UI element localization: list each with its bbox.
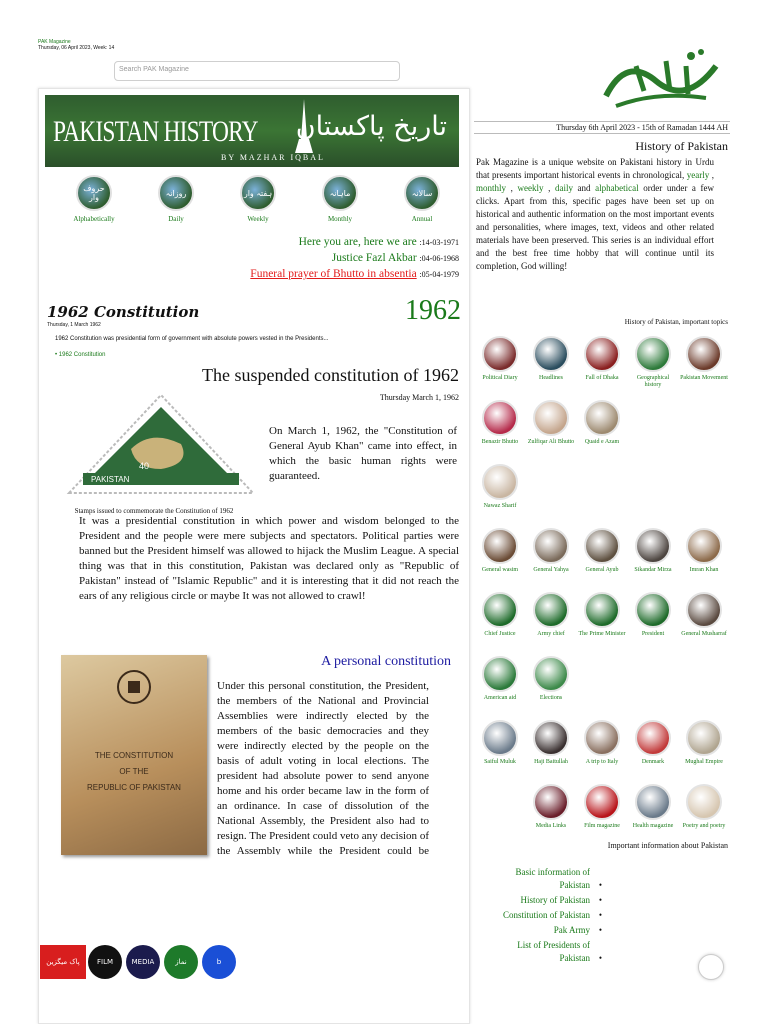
pakistan-history-banner[interactable] <box>45 95 459 167</box>
topic-icon <box>533 528 569 564</box>
site-header-info <box>38 39 114 51</box>
nav-icon: ماہانہ <box>322 175 358 211</box>
share-label: پاک میگزین <box>46 958 80 966</box>
topic-icon <box>584 528 620 564</box>
topic-icon <box>584 720 620 756</box>
share-label: FILM <box>96 958 114 966</box>
info-links <box>492 866 602 967</box>
topic-item[interactable] <box>629 720 677 766</box>
topic-icon <box>533 784 569 820</box>
pak-magazine-button[interactable] <box>40 945 86 979</box>
topic-label: General wasim <box>481 567 519 573</box>
topic-icon <box>482 656 518 692</box>
nav-label: Monthly <box>327 215 353 223</box>
topic-item[interactable] <box>476 528 524 574</box>
topic-label: Saiful Muluk <box>484 759 516 765</box>
topic-item[interactable] <box>578 720 626 766</box>
topic-label: Media Links <box>535 823 567 829</box>
topic-icon <box>533 720 569 756</box>
topic-label: Denmark <box>641 759 665 765</box>
topic-icon <box>635 336 671 372</box>
topic-item[interactable] <box>680 592 728 638</box>
topic-icon <box>686 720 722 756</box>
history-nav <box>59 175 469 235</box>
svg-text:40: 40 <box>139 461 150 471</box>
nav-weekly[interactable] <box>223 175 293 223</box>
recent-item <box>299 236 459 248</box>
nav-icon: ہفتہ وار <box>240 175 276 211</box>
topic-label: Haji Baitullah <box>534 759 568 765</box>
nav-label: Annual <box>411 215 433 223</box>
book-title-line: OF THE <box>119 767 149 776</box>
link-monthly[interactable]: monthly <box>476 183 507 193</box>
topic-item[interactable] <box>680 720 728 766</box>
topic-label: Pakistan Movement <box>680 375 728 381</box>
constitution-book-image <box>61 655 207 855</box>
topic-label: Fall of Dhaka <box>585 375 619 381</box>
banner-title-en: PAKISTAN HISTORY <box>53 115 258 148</box>
topic-item[interactable] <box>578 784 626 830</box>
topic-label: Zulfiqar Ali Bhutto <box>527 439 575 445</box>
topic-label: President <box>641 631 665 637</box>
topic-item[interactable] <box>578 528 626 574</box>
info-link[interactable]: Basic information of Pakistan • <box>492 866 602 892</box>
topic-label: General Musharraf <box>681 631 727 637</box>
namaz-button[interactable] <box>164 945 198 979</box>
magazine-link[interactable]: PAK Magazine <box>38 39 71 45</box>
article-para-3: Under this personal constitution, the President, the members of the National and Provincial Assemblies were indirectly elected by the members of the basic democracies and they were indirectly elected by the people on the basis of adult voting in local elections. The president had absolute power to send anyone home and his order became law in the form of an ordinance. In case of dissolution of the National Assembly, the President also had to resign. The President could veto any decision of the Assembly while the President could be <box>217 680 429 855</box>
topic-label: Headlines <box>539 375 563 381</box>
topic-item[interactable] <box>476 720 524 766</box>
topic-icon <box>635 528 671 564</box>
banner-byline: BY MAZHAR IQBAL <box>221 153 325 162</box>
main-content-panel <box>38 88 470 1024</box>
recent-link[interactable]: Here you are, here we are <box>298 236 417 248</box>
right-date-bar: Thursday 6th April 2023 - 15th of Ramadan 1444 AH <box>474 121 730 134</box>
book-title-line: THE CONSTITUTION <box>94 751 174 760</box>
topic-label: American aid <box>483 695 517 701</box>
topic-item[interactable] <box>476 464 524 510</box>
topic-label: Quaid e Azam <box>584 439 620 445</box>
topic-icon <box>635 784 671 820</box>
recent-date: :05-04-1979 <box>419 270 459 279</box>
topic-item[interactable] <box>629 336 677 389</box>
link-alphabetical[interactable]: alphabetical <box>595 183 639 193</box>
info-link[interactable]: Constitution of Pakistan • <box>492 909 602 922</box>
topic-item[interactable] <box>527 400 575 446</box>
section-summary: 1962 Constitution was presidential form of government with absolute powers vested in the Presidents... <box>55 336 329 342</box>
topic-item[interactable] <box>680 784 728 830</box>
intro-text: order under a few clicks. Apart from this, specific pages have been set up on historical and authentic information on the most important events and personalities, where images, text, videos and other related materials have been preserved. This series is an individual effort and the best free time hobby that will continue until its completion, God willing! <box>476 183 715 271</box>
nav-icon: روزانہ <box>158 175 194 211</box>
topic-label: A trip to Italy <box>585 759 619 765</box>
recent-date: :14-03-1971 <box>419 238 459 247</box>
topic-label: Film magazine <box>584 823 620 829</box>
topic-label: Mughal Empire <box>685 759 723 765</box>
nav-icon: حروف وار <box>76 175 112 211</box>
topic-item[interactable] <box>527 784 575 830</box>
recent-link[interactable]: Funeral prayer of Bhutto in absentia <box>250 268 417 280</box>
section-date: Thursday, 1 March 1962 <box>47 322 101 328</box>
search-input[interactable]: Search PAK Magazine <box>114 61 400 81</box>
topic-icon <box>686 528 722 564</box>
info-link[interactable]: List of Presidents of Pakistan • <box>492 939 602 965</box>
recent-item <box>332 252 459 264</box>
link-weekly[interactable]: weekly <box>517 183 544 193</box>
topic-item[interactable] <box>476 400 524 446</box>
topic-label: The Prime Minister <box>578 631 626 637</box>
share-label: نماز <box>175 958 187 966</box>
topics-heading: History of Pakistan, important topics <box>624 318 728 326</box>
nav-alphabetically[interactable] <box>59 175 129 223</box>
share-label: b <box>216 958 222 966</box>
stamp-caption: Stamps issued to commemorate the Constitution of 1962 <box>74 507 234 515</box>
nav-annual[interactable] <box>387 175 457 223</box>
topic-item[interactable] <box>527 720 575 766</box>
article-date: Thursday March 1, 1962 <box>379 393 459 402</box>
section-title: 1962 Constitution <box>47 303 200 321</box>
topic-item[interactable] <box>476 656 524 702</box>
topic-label: General Ayub <box>585 567 619 573</box>
topic-icon <box>635 592 671 628</box>
topic-icon <box>584 336 620 372</box>
topic-label: Poetry and poetry <box>682 823 726 829</box>
bullet-label: 1962 Constitution <box>58 352 106 358</box>
topic-icon <box>686 336 722 372</box>
topic-icon <box>686 784 722 820</box>
nav-monthly[interactable] <box>305 175 375 223</box>
topic-label: Health magazine <box>632 823 674 829</box>
topic-item[interactable] <box>578 592 626 638</box>
film-button[interactable] <box>88 945 122 979</box>
topic-icon <box>482 720 518 756</box>
topic-item[interactable] <box>527 656 575 702</box>
share-label: MEDIA <box>131 958 155 966</box>
topic-label: Elections <box>539 695 563 701</box>
svg-text:PAKISTAN: PAKISTAN <box>91 475 130 484</box>
topic-item[interactable] <box>476 592 524 638</box>
topic-label: Benazir Bhutto <box>481 439 519 445</box>
info-link[interactable]: History of Pakistan • <box>492 894 602 907</box>
article-para-2: It was a presidential constitution in which power and wisdom belonged to the President and the people were mere subjects and spectators. Political parties were banned but the President himself was allowed to hijack the Muslim League. A special thing was that in this constitution, Pakistan was declared only as "Republic of Pakistan" instead of "Islamic Republic" and it is interesting that it did not reach the ears of any religious circle or maybe It was not allowed to crawl! <box>79 515 459 602</box>
topic-label: Army chief <box>537 631 565 637</box>
topic-item[interactable] <box>578 400 626 446</box>
recent-date: :04-06-1968 <box>419 254 459 263</box>
topic-icon <box>533 400 569 436</box>
year-heading: 1962 <box>405 295 461 326</box>
scroll-top-button[interactable] <box>698 954 724 980</box>
current-date: Thursday, 06 April 2023, Week: 14 <box>38 45 115 51</box>
banner-title-ur: تاریخ پاکستان <box>295 111 447 142</box>
topic-item[interactable] <box>629 784 677 830</box>
topic-icon <box>686 592 722 628</box>
topic-icon <box>584 784 620 820</box>
nav-label: Weekly <box>247 215 269 223</box>
topic-icon <box>482 464 518 500</box>
link-daily[interactable]: daily <box>554 183 573 193</box>
section-bullet-link[interactable]: • 1962 Constitution <box>55 352 106 358</box>
pakistan-logo[interactable] <box>596 36 732 116</box>
link-yearly[interactable]: yearly <box>686 170 710 180</box>
topic-label: Political Diary <box>482 375 518 381</box>
media-button[interactable] <box>126 945 160 979</box>
nav-icon: سالانہ <box>404 175 440 211</box>
topic-item[interactable] <box>527 336 575 382</box>
topic-icon <box>482 592 518 628</box>
topic-label: Chief Justice <box>484 631 516 637</box>
topic-item[interactable] <box>680 336 728 382</box>
topic-icon <box>482 528 518 564</box>
topic-item[interactable] <box>527 592 575 638</box>
nav-label: Daily <box>168 215 184 223</box>
info-link[interactable]: Pak Army • <box>492 924 602 937</box>
topic-icon <box>533 592 569 628</box>
topic-item[interactable] <box>578 336 626 382</box>
topic-icon <box>635 720 671 756</box>
important-info-heading: Important information about Pakistan <box>607 841 728 850</box>
share-bar <box>40 945 240 981</box>
intro-text: Pak Magazine is a unique website on Pakistani history in Urdu that presents important historical events in chronological, <box>476 157 714 180</box>
topic-icon <box>584 400 620 436</box>
topic-item[interactable] <box>629 592 677 638</box>
topic-icon <box>482 336 518 372</box>
right-intro: Pak Magazine is a unique website on Pakistani history in Urdu that presents important historical events in chronological, yearly , monthly , weekly , daily and alphabetical order under a few clicks. Apart from this, specific pages have been set up on historical and authentic information on the most important events and personalities, where images, text, videos and other related materials have been preserved. This series is an individual effort and the best free time hobby that will continue until its completion, God willing! <box>476 157 715 271</box>
topic-item[interactable] <box>680 528 728 574</box>
constitution-stamp-image <box>61 389 261 499</box>
topic-icon <box>584 592 620 628</box>
recent-link[interactable]: Justice Fazl Akbar <box>331 252 417 264</box>
topic-item[interactable] <box>629 528 677 574</box>
recent-item <box>250 268 459 280</box>
topic-label: Sikandar Mirza <box>634 567 672 573</box>
topic-icon <box>533 336 569 372</box>
topic-label: Nawaz Sharif <box>483 503 517 509</box>
nav-label: Alphabetically <box>73 215 115 223</box>
topic-icon <box>533 656 569 692</box>
topic-item[interactable] <box>527 528 575 574</box>
b-button[interactable] <box>202 945 236 979</box>
topic-label: General Yahya <box>533 567 569 573</box>
topic-icon <box>482 400 518 436</box>
emblem-icon <box>114 667 154 707</box>
right-heading: History of Pakistan <box>635 139 728 153</box>
topic-label: Geographical history <box>636 375 670 388</box>
book-title-line: REPUBLIC OF PAKISTAN <box>87 783 181 792</box>
topic-label: Imran Khan <box>689 567 719 573</box>
nav-daily[interactable] <box>141 175 211 223</box>
topic-item[interactable] <box>476 336 524 382</box>
subheading-personal-constitution: A personal constitution <box>321 654 451 669</box>
article-para-1: On March 1, 1962, the "Constitution of General Ayub Khan" came into effect, in which the basic human rights were guaranteed. <box>269 425 457 482</box>
article-title: The suspended constitution of 1962 <box>202 365 459 385</box>
